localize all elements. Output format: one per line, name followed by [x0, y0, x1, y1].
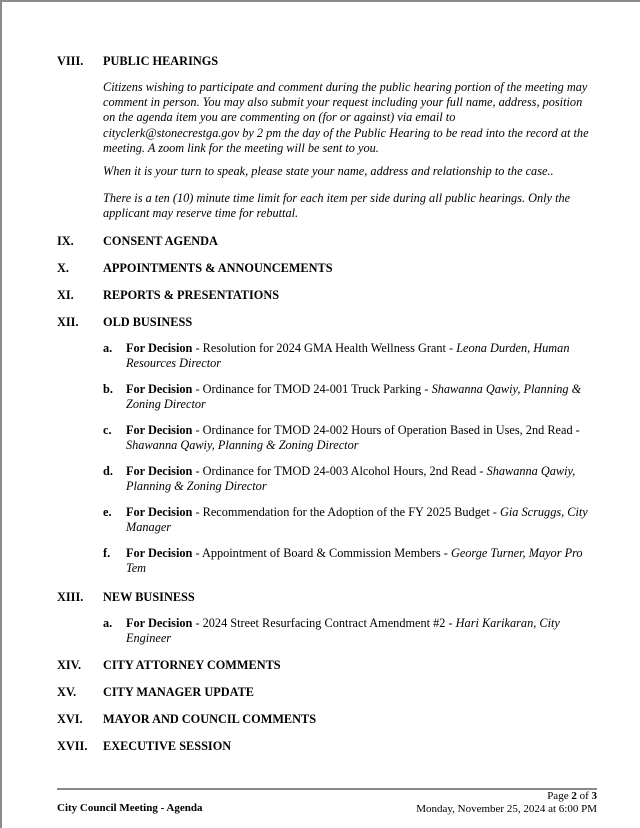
item-kind: For Decision	[126, 464, 193, 478]
item-letter: e.	[103, 505, 112, 519]
item-description: - Appointment of Board & Commission Members -	[192, 546, 451, 560]
section-title: OLD BUSINESS	[103, 315, 193, 329]
section-number: XVI.	[57, 712, 83, 726]
item-kind: For Decision	[126, 616, 193, 630]
agenda-item	[103, 382, 593, 412]
meeting-datetime: Monday, November 25, 2024 at 6:00 PM	[416, 803, 597, 815]
item-description: - Recommendation for the Adoption of the FY 2025 Budget -	[192, 505, 500, 519]
item-description: - Ordinance for TMOD 24-003 Alcohol Hours, 2nd Read -	[192, 464, 487, 478]
section-title: MAYOR AND COUNCIL COMMENTS	[103, 712, 317, 726]
section-title: CITY ATTORNEY COMMENTS	[103, 658, 281, 672]
item-presenter: Shawanna Qawiy, Planning & Zoning Director	[126, 464, 576, 494]
page-of-label: of	[576, 790, 592, 802]
section-heading-consent-agenda	[57, 234, 218, 248]
item-letter: f.	[103, 546, 111, 560]
item-description: - Ordinance for TMOD 24-001 Truck Parking -	[192, 382, 432, 396]
item-letter: a.	[103, 341, 113, 355]
footer-meta	[416, 790, 597, 816]
item-presenter: Shawanna Qawiy, Planning & Zoning Director	[126, 438, 359, 453]
section-title: CONSENT AGENDA	[103, 234, 218, 248]
page-number	[416, 790, 597, 803]
page-current: 2	[571, 790, 577, 802]
section-heading-new-business	[57, 590, 195, 604]
item-presenter: Hari Karikaran, City Engineer	[126, 616, 560, 646]
public-hearing-time-limit: There is a ten (10) minute time limit for each item per side during all public hearings. Only the applicant may reserve time for rebuttal.	[103, 191, 571, 221]
section-title: CITY MANAGER UPDATE	[103, 685, 254, 699]
section-title: EXECUTIVE SESSION	[103, 739, 232, 753]
agenda-item	[103, 423, 593, 453]
public-hearing-instructions: Citizens wishing to participate and comment during the public hearing portion of the meeting may comment in person. You may also submit your request including your full name, address, position on the agenda item you are commenting on (for or against) via email to cityclerk@stonecrestga.gov by 2 pm the day of the Public Hearing to be read into the record at the meeting. A zoom link for the meeting will be sent to you.	[103, 80, 589, 155]
section-number: IX.	[57, 234, 74, 248]
public-hearing-speaking-note: When it is your turn to speak, please state your name, address and relationship to the case..	[103, 164, 554, 178]
section-heading-executive-session	[57, 739, 231, 753]
item-letter: a.	[103, 616, 113, 630]
section-title: NEW BUSINESS	[103, 590, 195, 604]
page-label: Page	[547, 790, 572, 802]
section-heading-city-attorney	[57, 658, 281, 672]
section-number: XIV.	[57, 658, 82, 672]
item-description: - Resolution for 2024 GMA Health Wellness Grant -	[192, 341, 457, 355]
agenda-item	[103, 505, 593, 535]
item-letter: d.	[103, 464, 113, 478]
section-heading-reports	[57, 288, 279, 302]
item-kind: For Decision	[126, 423, 193, 437]
item-kind: For Decision	[126, 505, 193, 519]
item-kind: For Decision	[126, 382, 193, 396]
section-number: XV.	[57, 685, 77, 699]
item-kind: For Decision	[126, 546, 193, 560]
item-kind: For Decision	[126, 341, 193, 355]
section-number: X.	[57, 261, 69, 275]
item-presenter: George Turner, Mayor Pro Tem	[126, 546, 583, 576]
section-number: XI.	[57, 288, 74, 302]
section-heading-city-manager	[57, 685, 254, 699]
item-presenter: Leona Durden, Human Resources Director	[126, 341, 570, 371]
item-description: - Ordinance for TMOD 24-002 Hours of Operation Based in Uses, 2nd Read -	[192, 423, 580, 437]
item-presenter: Gia Scruggs, City Manager	[126, 505, 588, 535]
agenda-item	[103, 616, 593, 646]
footer-document-title: City Council Meeting - Agenda	[57, 802, 203, 814]
section-heading-old-business	[57, 315, 192, 329]
section-number: VIII.	[57, 54, 84, 68]
section-number: XIII.	[57, 590, 84, 604]
section-number: XII.	[57, 315, 79, 329]
section-title: APPOINTMENTS & ANNOUNCEMENTS	[103, 261, 333, 275]
section-heading-public-hearings	[57, 54, 218, 68]
section-number: XVII.	[57, 739, 88, 753]
agenda-item	[103, 546, 593, 576]
section-title: PUBLIC HEARINGS	[103, 54, 219, 68]
agenda-item	[103, 341, 593, 371]
page-total: 3	[591, 790, 597, 802]
item-presenter: Shawanna Qawiy, Planning & Zoning Director	[126, 382, 582, 412]
section-title: REPORTS & PRESENTATIONS	[103, 288, 280, 302]
agenda-item	[103, 464, 593, 494]
item-letter: c.	[103, 423, 112, 437]
section-heading-appointments	[57, 261, 333, 275]
item-letter: b.	[103, 382, 113, 396]
section-heading-mayor-council	[57, 712, 316, 726]
item-description: - 2024 Street Resurfacing Contract Amendment #2 -	[192, 616, 456, 630]
